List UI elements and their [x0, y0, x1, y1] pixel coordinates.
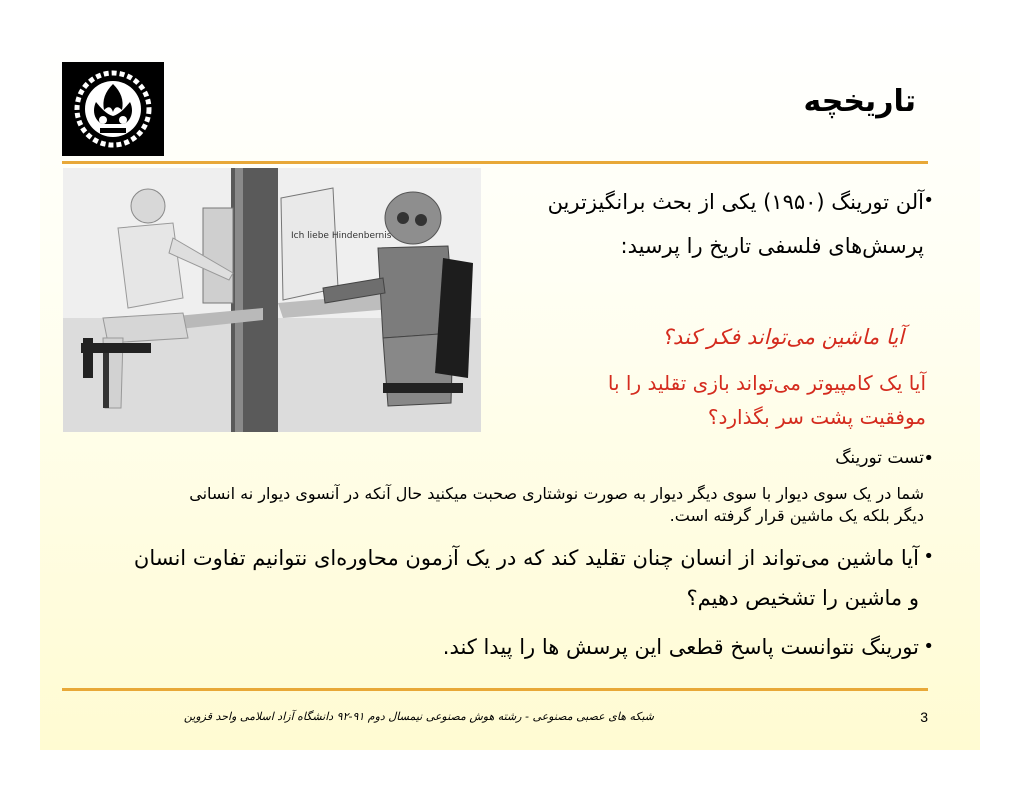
- divider-top: [62, 161, 928, 164]
- turing-test-description: شما در یک سوی دیوار با سوی دیگر دیوار به صورت نوشتاری صحبت میکنید حال آنکه در آنسوی دیوار نه انسانی دیگر بلکه یک ماشین قرار گرفته است.: [189, 484, 924, 525]
- bullet-2-marker: •: [923, 448, 934, 469]
- turing-test-illustration: [63, 168, 481, 432]
- screen-text: Ich liebe Hindenbernis: [291, 231, 392, 241]
- bullet-1-text: آلن تورینگ (۱۹۵۰) یکی از بحث برانگیزترین پرسش‌های فلسفی تاریخ را پرسید:: [547, 190, 924, 258]
- bullet-2-text: تست تورینگ: [835, 448, 924, 468]
- page-title: تاریخچه: [803, 84, 916, 119]
- university-emblem-icon: [62, 62, 164, 156]
- bullet-3-marker: •: [923, 546, 934, 567]
- question-think: آیا ماشین می‌تواند فکر کند؟: [661, 325, 904, 349]
- footer-text: شبکه های عصبی مصنوعی - رشته هوش مصنوعی نیمسال دوم ۹۱-۹۲ دانشگاه آزاد اسلامی واحد قزوین: [183, 710, 654, 723]
- bullet-1-marker: •: [923, 190, 934, 211]
- bullet-4-marker: •: [923, 636, 934, 657]
- page-number: 3: [920, 709, 928, 725]
- divider-bottom: [62, 688, 928, 691]
- bullet-4-text: تورینگ نتوانست پاسخ قطعی این پرسش ها را پیدا کند.: [442, 635, 919, 659]
- question-imitation: آیا یک کامپیوتر می‌تواند بازی تقلید را با موفقیت پشت سر بگذارد؟: [607, 371, 926, 429]
- bullet-3-text: آیا ماشین می‌تواند از انسان چنان تقلید کند که در یک آزمون محاوره‌ای نتوانیم تفاوت انسان و ماشین را تشخیص دهیم؟: [133, 546, 919, 610]
